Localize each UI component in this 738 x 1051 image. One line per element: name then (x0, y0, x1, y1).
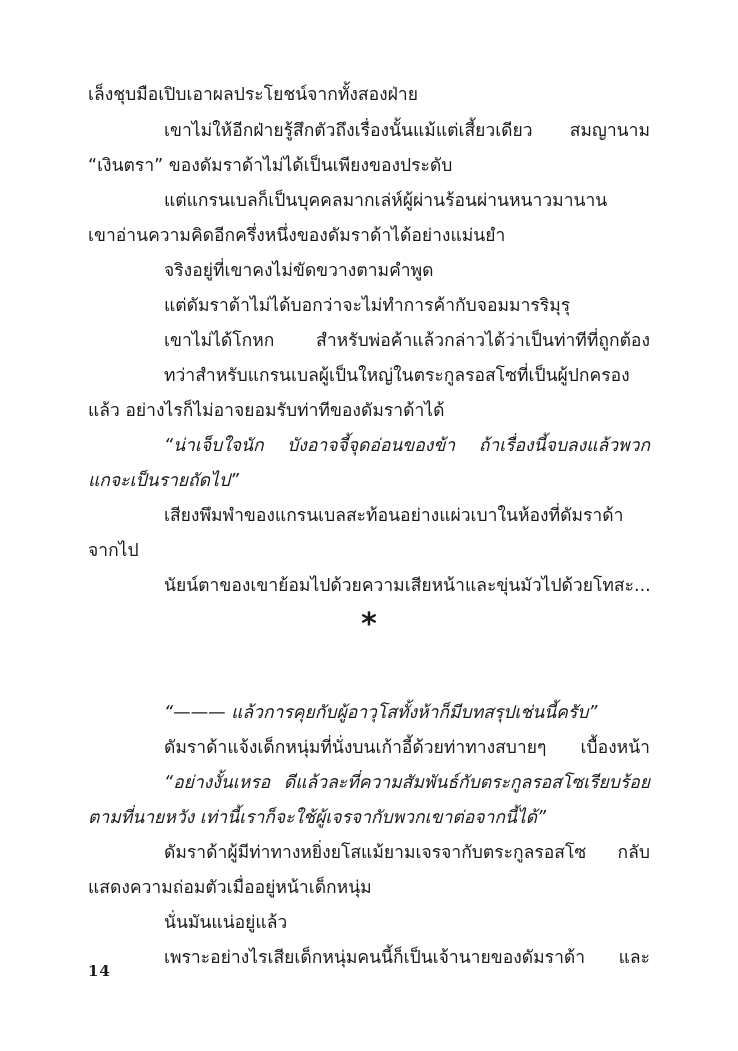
text-line: เพราะอย่างไรเสียเด็กหนุ่มคนนี้ก็เป็นเจ้านายของดัมราด้า และ (164, 948, 650, 968)
dialogue-line: “——— แล้วการคุยกับผู้อาวุโสทั้งห้าก็มีบทสรุปเช่นนี้ครับ” (164, 703, 598, 723)
text-line: ดัมราด้าผู้มีท่าทางหยิ่งยโสแม้ยามเจรจากับตระกูลรอสโซ กลับ (164, 843, 650, 863)
dialogue-line: “อย่างงั้นเหรอ ดีแล้วละที่ความสัมพันธ์กับตระกูลรอสโซเรียบร้อย (164, 773, 650, 793)
text-line: เสียงพึมพำของแกรนเบลสะท้อนอย่างแผ่วเบาในห้องที่ดัมราด้า (164, 506, 624, 526)
text-line: จริงอยู่ที่เขาคงไม่ขัดขวางตามคำพูด (164, 261, 434, 281)
text-line: นั่นมันแน่อยู่แล้ว (164, 913, 288, 933)
text-line: จากไป (88, 541, 139, 561)
text-line: แต่แกรนเบลก็เป็นบุคคลมากเล่ห์ผู้ผ่านร้อนผ่านหนาวมานาน (164, 191, 608, 211)
text-line: เขาไม่ให้อีกฝ่ายรู้สึกตัวถึงเรื่องนั้นแม้แต่เสี้ยวเดียว สมญานาม (164, 121, 650, 141)
text-line: เขาอ่านความคิดอีกครึ่งหนึ่งของดัมราด้าได้อย่างแม่นยำ (88, 226, 506, 246)
text-line: เล็งชุบมือเปิบเอาผลประโยชน์จากทั้งสองฝ่าย (88, 85, 419, 105)
page-number: 14 (88, 962, 111, 980)
dialogue-line: แกจะเป็นรายถัดไป” (88, 471, 239, 491)
dialogue-line: “น่าเจ็บใจนัก บังอาจจี้จุดอ่อนของข้า ถ้าเรื่องนี้จบลงแล้วพวก (164, 436, 650, 456)
text-line: ดัมราด้าแจ้งเด็กหนุ่มที่นั่งบนเก้าอี้ด้วยท่าทางสบายๆ เบื้องหน้า (164, 738, 650, 758)
section-separator: * (361, 607, 377, 642)
text-line: เขาไม่ได้โกหก สำหรับพ่อค้าแล้วกล่าวได้ว่าเป็นท่าทีที่ถูกต้อง (164, 331, 650, 351)
text-line: “เงินตรา” ของดัมราด้าไม่ได้เป็นเพียงของประดับ (88, 156, 453, 176)
text-line: แสดงความถ่อมตัวเมื่ออยู่หน้าเด็กหนุ่ม (88, 878, 372, 898)
dialogue-line: ตามที่นายหวัง เท่านี้เราก็จะใช้ผู้เจรจากับพวกเขาต่อจากนี้ได้” (88, 808, 547, 828)
text-line: ทว่าสำหรับแกรนเบลผู้เป็นใหญ่ในตระกูลรอสโซที่เป็นผู้ปกครอง (164, 366, 630, 386)
text-line: แล้ว อย่างไรก็ไม่อาจยอมรับท่าทีของดัมราด้าได้ (88, 401, 445, 421)
text-line: นัยน์ตาของเขาย้อมไปด้วยความเสียหน้าและขุ่นมัวไปด้วยโทสะ... (164, 576, 651, 596)
text-line: แต่ดัมราด้าไม่ได้บอกว่าจะไม่ทำการค้ากับจอมมารริมุรุ (164, 296, 571, 316)
